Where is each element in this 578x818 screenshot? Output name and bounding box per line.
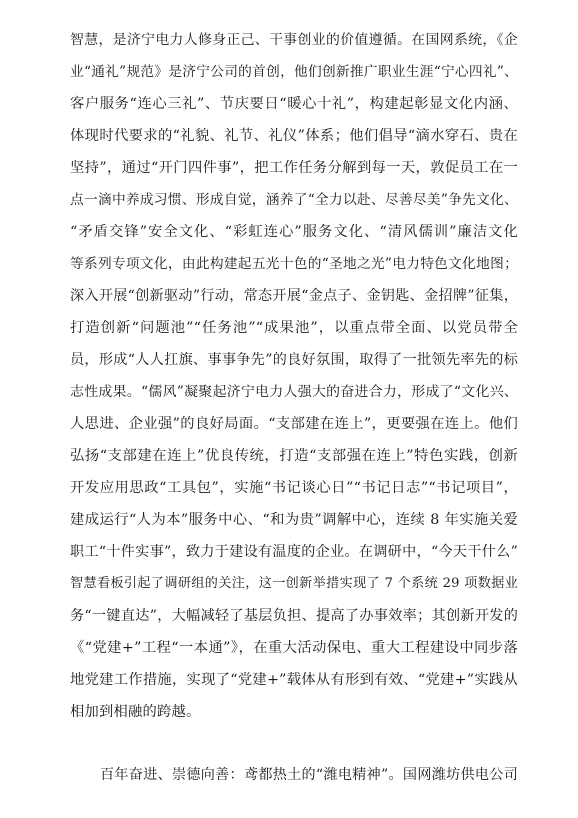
body-line-19: 务“一键直达”，大幅减轻了基层负担、提高了办事效率；其创新开发的 — [70, 608, 518, 624]
body-line-4: 体现时代要求的“礼貌、礼节、礼仪”体系；他们倡导“滴水穿石、贵在 — [70, 128, 518, 144]
body-line-17: 职工“十件实事”，致力于建设有温度的企业。在调研中，“今天干什么” — [70, 544, 518, 560]
body-line-2: 业“通礼”规范》是济宁公司的首创，他们创新推广职业生涯“宁心四礼”、 — [70, 64, 518, 80]
body-line-7: “矛盾交锋”安全文化、“彩虹连心”服务文化、“清风儒训”廉洁文化 — [70, 224, 518, 240]
body-line-3: 客户服务“连心三礼”、节庆要日“暖心十礼”，构建起彰显文化内涵、 — [70, 96, 518, 112]
body-line-1: 智慧，是济宁电力人修身正己、干事创业的价值遵循。在国网系统，《企 — [70, 32, 518, 48]
document-page — [70, 0, 518, 818]
body-line-20: 《“党建+”工程“一本通”》，在重大活动保电、重大工程建设中同步落 — [70, 640, 518, 656]
body-line-10: 打造创新“问题池”“任务池”“成果池”，以重点带全面、以党员带全 — [70, 320, 518, 336]
body-line-16: 建成运行“人为本”服务中心、“和为贵”调解中心，连续 8 年实施关爱 — [70, 512, 518, 528]
body-line-13: 人思进、企业强”的良好局面。“支部建在连上”，更要强在连上。他们 — [70, 416, 518, 432]
body-line-5: 坚持”，通过“开门四件事”，把工作任务分解到每一天，敦促员工在一 — [70, 160, 518, 176]
body-line-22: 相加到相融的跨越。 — [70, 704, 201, 720]
body-line-18: 智慧看板引起了调研组的关注，这一创新举措实现了 7 个系统 29 项数据业 — [70, 576, 518, 591]
body-line-21: 地党建工作措施，实现了“党建+”载体从有形到有效、“党建+”实践从 — [70, 672, 518, 688]
body-line-11: 员，形成“人人扛旗、事事争先”的良好氛围，取得了一批领先率先的标 — [70, 352, 518, 368]
body-line-14: 弘扬“支部建在连上”优良传统，打造“支部强在连上”特色实践，创新 — [70, 448, 518, 464]
body-line-9: 深入开展“创新驱动”行动，常态开展“金点子、金钥匙、金招牌”征集， — [70, 288, 518, 304]
body-line-12: 志性成果。“儒风”凝聚起济宁电力人强大的奋进合力，形成了“文化兴、 — [70, 384, 518, 400]
body-line-15: 开发应用思政“工具包”，实施“书记谈心日”“书记日志”“书记项目”， — [70, 480, 518, 496]
section-heading-line: 百年奋进、崇德向善：鸢都热土的“潍电精神”。国网潍坊供电公司 — [100, 767, 518, 783]
body-line-8: 等系列专项文化，由此构建起五光十色的“圣地之光”电力特色文化地图； — [70, 256, 518, 272]
body-line-6: 点一滴中养成习惯、形成自觉，涵养了“全力以赴、尽善尽美”争先文化、 — [70, 192, 518, 208]
